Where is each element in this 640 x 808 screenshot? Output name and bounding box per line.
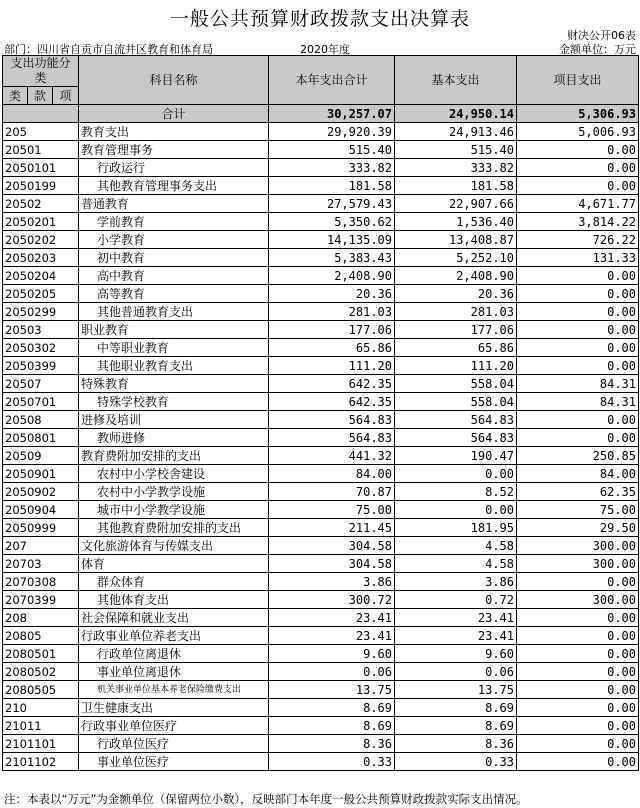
row-basic: 181.58 xyxy=(395,177,517,195)
table-row xyxy=(3,375,639,393)
row-total: 13.75 xyxy=(269,681,395,699)
table-row xyxy=(3,411,639,429)
subject-code: 20805 xyxy=(3,627,79,645)
row-basic: 8.69 xyxy=(395,699,517,717)
subject-name: 进修及培训 xyxy=(79,411,269,429)
subject-name: 行政事业单位养老支出 xyxy=(79,627,269,645)
row-project: 300.00 xyxy=(517,537,639,555)
subject-name: 其他职业教育支出 xyxy=(79,357,269,375)
row-project: 0.00 xyxy=(517,267,639,285)
row-basic: 0.06 xyxy=(395,663,517,681)
row-total: 2,408.90 xyxy=(269,267,395,285)
row-basic: 111.20 xyxy=(395,357,517,375)
total-sum: 30,257.07 xyxy=(269,105,395,123)
subject-name: 其他教育费附加安排的支出 xyxy=(79,519,269,537)
row-project: 0.00 xyxy=(517,303,639,321)
footnote: 注：本表以“万元”为金额单位（保留两位小数），反映部门本年度一般公共预算财政拨款实际支出情况。 xyxy=(4,792,528,806)
row-project: 0.00 xyxy=(517,753,639,771)
row-basic: 3.86 xyxy=(395,573,517,591)
row-project: 0.00 xyxy=(517,177,639,195)
row-basic: 0.33 xyxy=(395,753,517,771)
row-project: 0.00 xyxy=(517,663,639,681)
total-basic: 24,950.14 xyxy=(395,105,517,123)
row-project: 726.22 xyxy=(517,231,639,249)
basic-header: 基本支出 xyxy=(395,56,517,105)
table-row xyxy=(3,141,639,159)
subject-code: 20703 xyxy=(3,555,79,573)
table-row xyxy=(3,663,639,681)
amount-unit: 金额单位：万元 xyxy=(559,43,636,56)
project-header: 项目支出 xyxy=(517,56,639,105)
table-row xyxy=(3,483,639,501)
row-total: 0.06 xyxy=(269,663,395,681)
row-basic: 8.52 xyxy=(395,483,517,501)
subject-name: 农村中小学校舍建设 xyxy=(79,465,269,483)
row-project: 0.00 xyxy=(517,681,639,699)
subject-code: 207 xyxy=(3,537,79,555)
table-row xyxy=(3,285,639,303)
row-basic: 23.41 xyxy=(395,627,517,645)
subject-name: 其他教育管理事务支出 xyxy=(79,177,269,195)
row-total: 333.82 xyxy=(269,159,395,177)
total-project: 5,306.93 xyxy=(517,105,639,123)
row-total: 564.83 xyxy=(269,429,395,447)
row-total: 14,135.09 xyxy=(269,231,395,249)
subject-name: 农村中小学教学设施 xyxy=(79,483,269,501)
row-project: 0.00 xyxy=(517,717,639,735)
table-row xyxy=(3,447,639,465)
row-total: 564.83 xyxy=(269,411,395,429)
row-total: 27,579.43 xyxy=(269,195,395,213)
row-project: 0.00 xyxy=(517,141,639,159)
subject-name: 卫生健康支出 xyxy=(79,699,269,717)
row-project: 29.50 xyxy=(517,519,639,537)
table-row xyxy=(3,303,639,321)
subject-code: 2050399 xyxy=(3,357,79,375)
row-total: 75.00 xyxy=(269,501,395,519)
subject-code: 20503 xyxy=(3,321,79,339)
row-total: 515.40 xyxy=(269,141,395,159)
table-row xyxy=(3,627,639,645)
table-row xyxy=(3,519,639,537)
subject-code: 2080505 xyxy=(3,681,79,699)
row-total: 441.32 xyxy=(269,447,395,465)
table-row xyxy=(3,717,639,735)
row-project: 250.85 xyxy=(517,447,639,465)
total-label: 合计 xyxy=(79,105,269,123)
subject-code: 210 xyxy=(3,699,79,717)
subject-code: 20509 xyxy=(3,447,79,465)
row-basic: 0.72 xyxy=(395,591,517,609)
kuan-header: 款 xyxy=(28,87,53,105)
row-basic: 177.06 xyxy=(395,321,517,339)
table-row xyxy=(3,213,639,231)
subject-name: 普通教育 xyxy=(79,195,269,213)
subject-code: 2050101 xyxy=(3,159,79,177)
row-project: 131.33 xyxy=(517,249,639,267)
subject-code: 2050205 xyxy=(3,285,79,303)
subject-code: 2080501 xyxy=(3,645,79,663)
row-total: 5,350.62 xyxy=(269,213,395,231)
row-project: 0.00 xyxy=(517,573,639,591)
table-row xyxy=(3,267,639,285)
row-project: 5,006.93 xyxy=(517,123,639,141)
subject-name: 小学教育 xyxy=(79,231,269,249)
row-project: 0.00 xyxy=(517,339,639,357)
row-basic: 2,408.90 xyxy=(395,267,517,285)
row-total: 20.36 xyxy=(269,285,395,303)
subject-name: 机关事业单位基本养老保险缴费支出 xyxy=(79,681,269,699)
expenditure-table xyxy=(2,55,639,771)
row-total: 84.00 xyxy=(269,465,395,483)
row-total: 642.35 xyxy=(269,393,395,411)
row-total: 304.58 xyxy=(269,555,395,573)
row-total: 8.36 xyxy=(269,735,395,753)
subject-name: 事业单位医疗 xyxy=(79,753,269,771)
table-row xyxy=(3,645,639,663)
subject-name: 文化旅游体育与传媒支出 xyxy=(79,537,269,555)
row-project: 0.00 xyxy=(517,735,639,753)
xiang-header: 项 xyxy=(53,87,79,105)
table-row xyxy=(3,339,639,357)
subject-name: 教育管理事务 xyxy=(79,141,269,159)
row-total: 9.60 xyxy=(269,645,395,663)
row-project: 0.00 xyxy=(517,357,639,375)
subject-code: 2050801 xyxy=(3,429,79,447)
table-row xyxy=(3,465,639,483)
table-row xyxy=(3,537,639,555)
row-total: 0.33 xyxy=(269,753,395,771)
table-row xyxy=(3,753,639,771)
row-basic: 558.04 xyxy=(395,375,517,393)
row-basic: 22,907.66 xyxy=(395,195,517,213)
row-total: 281.03 xyxy=(269,303,395,321)
subject-name: 城市中小学教学设施 xyxy=(79,501,269,519)
row-total: 23.41 xyxy=(269,609,395,627)
row-basic: 190.47 xyxy=(395,447,517,465)
subject-code: 20501 xyxy=(3,141,79,159)
row-total: 8.69 xyxy=(269,717,395,735)
row-basic: 23.41 xyxy=(395,609,517,627)
row-basic: 65.86 xyxy=(395,339,517,357)
subject-code: 20502 xyxy=(3,195,79,213)
row-project: 62.35 xyxy=(517,483,639,501)
row-basic: 8.69 xyxy=(395,717,517,735)
subject-name: 特殊教育 xyxy=(79,375,269,393)
table-row xyxy=(3,159,639,177)
subject-code: 2050302 xyxy=(3,339,79,357)
row-project: 0.00 xyxy=(517,321,639,339)
subject-name: 群众体育 xyxy=(79,573,269,591)
row-project: 4,671.77 xyxy=(517,195,639,213)
subject-name: 学前教育 xyxy=(79,213,269,231)
total-header: 本年支出合计 xyxy=(269,56,395,105)
table-row xyxy=(3,591,639,609)
subject-name: 社会保障和就业支出 xyxy=(79,609,269,627)
func-class-header: 支出功能分类 xyxy=(3,56,79,87)
row-project: 3,814.22 xyxy=(517,213,639,231)
row-total: 642.35 xyxy=(269,375,395,393)
row-basic: 181.95 xyxy=(395,519,517,537)
row-total: 181.58 xyxy=(269,177,395,195)
subject-code: 2050203 xyxy=(3,249,79,267)
row-project: 0.00 xyxy=(517,627,639,645)
row-basic: 558.04 xyxy=(395,393,517,411)
table-row xyxy=(3,357,639,375)
row-basic: 9.60 xyxy=(395,645,517,663)
subject-name: 事业单位离退休 xyxy=(79,663,269,681)
row-total: 5,383.43 xyxy=(269,249,395,267)
subject-name: 其他普通教育支出 xyxy=(79,303,269,321)
table-row xyxy=(3,699,639,717)
fiscal-year: 2020年度 xyxy=(300,43,350,56)
table-row xyxy=(3,231,639,249)
subject-code: 20508 xyxy=(3,411,79,429)
row-project: 300.00 xyxy=(517,555,639,573)
subject-header: 科目名称 xyxy=(79,56,269,105)
subject-code: 2050201 xyxy=(3,213,79,231)
row-basic: 4.58 xyxy=(395,537,517,555)
subject-name: 体育 xyxy=(79,555,269,573)
row-project: 0.00 xyxy=(517,699,639,717)
subject-code: 2080502 xyxy=(3,663,79,681)
table-row xyxy=(3,249,639,267)
subject-code: 2050202 xyxy=(3,231,79,249)
subject-code: 2050299 xyxy=(3,303,79,321)
row-basic: 13,408.87 xyxy=(395,231,517,249)
subject-code: 2050904 xyxy=(3,501,79,519)
department-label: 部门：四川省自贡市自流井区教育和体育局 xyxy=(4,43,213,56)
subject-code: 208 xyxy=(3,609,79,627)
subject-code: 2050701 xyxy=(3,393,79,411)
table-row xyxy=(3,195,639,213)
row-project: 0.00 xyxy=(517,645,639,663)
subject-code: 2050999 xyxy=(3,519,79,537)
table-row xyxy=(3,393,639,411)
subject-name: 高中教育 xyxy=(79,267,269,285)
row-total: 300.72 xyxy=(269,591,395,609)
row-project: 84.00 xyxy=(517,465,639,483)
row-basic: 281.03 xyxy=(395,303,517,321)
row-total: 29,920.39 xyxy=(269,123,395,141)
subject-code: 2070308 xyxy=(3,573,79,591)
table-row xyxy=(3,321,639,339)
subject-code: 2050199 xyxy=(3,177,79,195)
row-basic: 24,913.46 xyxy=(395,123,517,141)
row-total: 304.58 xyxy=(269,537,395,555)
row-basic: 0.00 xyxy=(395,501,517,519)
row-basic: 564.83 xyxy=(395,411,517,429)
subject-code: 2050901 xyxy=(3,465,79,483)
row-basic: 515.40 xyxy=(395,141,517,159)
row-total: 23.41 xyxy=(269,627,395,645)
table-row xyxy=(3,429,639,447)
subject-name: 高等教育 xyxy=(79,285,269,303)
row-total: 111.20 xyxy=(269,357,395,375)
table-row xyxy=(3,123,639,141)
row-total: 8.69 xyxy=(269,699,395,717)
row-project: 0.00 xyxy=(517,159,639,177)
subject-name: 教育支出 xyxy=(79,123,269,141)
row-project: 84.31 xyxy=(517,393,639,411)
subject-name: 初中教育 xyxy=(79,249,269,267)
subject-code: 2101102 xyxy=(3,753,79,771)
subject-name: 行政单位医疗 xyxy=(79,735,269,753)
subject-name: 教育费附加安排的支出 xyxy=(79,447,269,465)
total-row xyxy=(3,105,639,123)
row-basic: 8.36 xyxy=(395,735,517,753)
total-code-cell xyxy=(3,105,79,123)
row-total: 177.06 xyxy=(269,321,395,339)
subject-name: 其他体育支出 xyxy=(79,591,269,609)
lei-header: 类 xyxy=(3,87,28,105)
table-row xyxy=(3,555,639,573)
table-row xyxy=(3,681,639,699)
subject-name: 中等职业教育 xyxy=(79,339,269,357)
row-basic: 13.75 xyxy=(395,681,517,699)
row-project: 84.31 xyxy=(517,375,639,393)
row-project: 0.00 xyxy=(517,411,639,429)
row-project: 0.00 xyxy=(517,285,639,303)
table-row xyxy=(3,735,639,753)
subject-name: 行政事业单位医疗 xyxy=(79,717,269,735)
row-total: 3.86 xyxy=(269,573,395,591)
row-basic: 20.36 xyxy=(395,285,517,303)
row-total: 65.86 xyxy=(269,339,395,357)
subject-code: 2070399 xyxy=(3,591,79,609)
report-title: 一般公共预算财政拨款支出决算表 xyxy=(169,8,470,30)
row-project: 300.00 xyxy=(517,591,639,609)
row-basic: 4.58 xyxy=(395,555,517,573)
subject-name: 行政运行 xyxy=(79,159,269,177)
subject-name: 职业教育 xyxy=(79,321,269,339)
row-project: 0.00 xyxy=(517,609,639,627)
subject-name: 行政单位离退休 xyxy=(79,645,269,663)
table-row xyxy=(3,573,639,591)
row-basic: 564.83 xyxy=(395,429,517,447)
row-total: 70.87 xyxy=(269,483,395,501)
row-basic: 0.00 xyxy=(395,465,517,483)
form-number: 财决公开06表 xyxy=(567,29,636,42)
row-basic: 1,536.40 xyxy=(395,213,517,231)
row-project: 75.00 xyxy=(517,501,639,519)
row-project: 0.00 xyxy=(517,429,639,447)
subject-name: 特殊学校教育 xyxy=(79,393,269,411)
subject-code: 205 xyxy=(3,123,79,141)
subject-name: 教师进修 xyxy=(79,429,269,447)
row-total: 211.45 xyxy=(269,519,395,537)
table-row xyxy=(3,609,639,627)
subject-code: 2050902 xyxy=(3,483,79,501)
subject-code: 2101101 xyxy=(3,735,79,753)
row-basic: 5,252.10 xyxy=(395,249,517,267)
subject-code: 2050204 xyxy=(3,267,79,285)
table-row xyxy=(3,177,639,195)
table-row xyxy=(3,501,639,519)
subject-code: 20507 xyxy=(3,375,79,393)
row-basic: 333.82 xyxy=(395,159,517,177)
subject-code: 21011 xyxy=(3,717,79,735)
